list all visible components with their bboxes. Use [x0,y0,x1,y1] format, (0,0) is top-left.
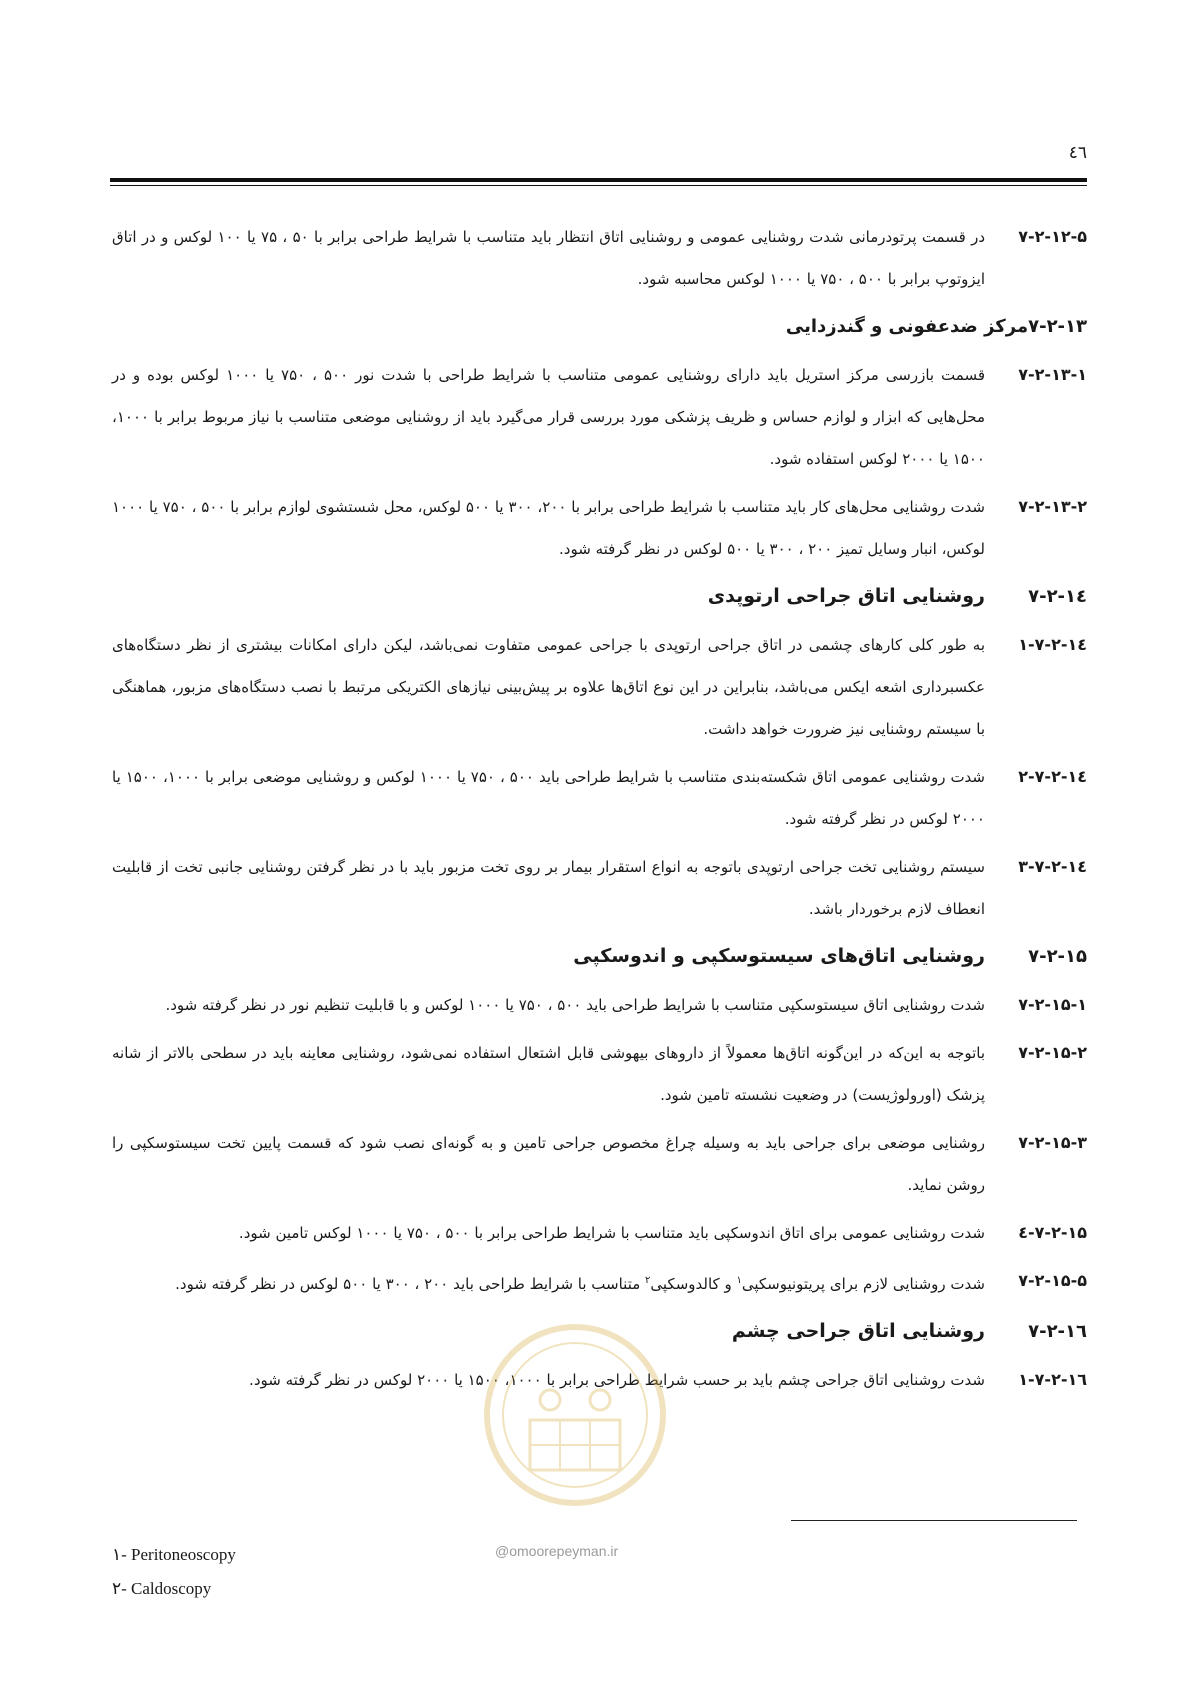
clause-number: ۷-۲-۱۳-۲ [1018,497,1087,516]
section-number: ۷-۲-۱٤ [1028,585,1087,607]
clause-text: در قسمت پرتودرمانی شدت روشنایی عمومی و روشنایی اتاق انتظار باید متناسب با شرایط طراحی برابر با ۵۰ ، ۷۵ یا ۱۰۰ لوکس و در اتاق ایزوتوپ برابر با ۵۰۰ ، ۷۵۰ یا ۱۰۰۰ لوکس محاسبه شود. [112,228,985,288]
clause-number: ۷-۲-۱۳-۱ [1018,365,1087,384]
paragraph [112,354,1087,480]
section-number: ۷-۲-۱٦ [1028,1320,1087,1342]
clause-text: شدت روشنایی عمومی اتاق شکسته‌بندی متناسب با شرایط طراحی باید ۵۰۰ ، ۷۵۰ یا ۱۰۰۰ لوکس و روشنایی موضعی برابر با ۱۰۰۰، ۱۵۰۰ یا ۲۰۰۰ لوکس در نظر گرفته شود. [112,768,986,828]
clause-number: ۷-۲-۱٦-۱ [1018,1370,1087,1389]
section-title: روشنایی اتاق جراحی ارتوپدی [707,585,985,607]
watermark-site: @omoorepeyman.ir [495,1543,619,1559]
clause-number: ۷-۲-۱٤-۱ [1018,635,1087,654]
clause-text: شدت روشنایی اتاق سیستوسکپی متناسب با شرایط طراحی باید ۵۰۰ ، ۷۵۰ یا ۱۰۰۰ لوکس و با قابلیت تنظیم نور در نظر گرفته شود. [165,996,985,1014]
section-heading [112,576,1087,616]
clause-text: شدت روشنایی عمومی برای اتاق اندوسکپی باید متناسب با شرایط طراحی برابر با ۵۰۰ ، ۷۵۰ یا ۱۰۰۰ لوکس تامین شود. [238,1224,985,1242]
section-title: روشنایی اتاق‌های سیستوسکپی و اندوسکپی [573,945,985,967]
page-number: ٤٦ [1068,143,1087,163]
clause-text: شدت روشنایی لازم برای پریتونیوسکپی$^۱$ و کالدوسکپی$^۲$ متناسب با شرایط طراحی باید ۲۰۰ ، ۳۰۰ یا ۵۰۰ لوکس در نظر گرفته شود. [175,1275,985,1293]
paragraph [112,216,1087,300]
footnote-ref: ۱ [736,1275,742,1286]
clause-number: ۷-۲-۱۵-۵ [1018,1271,1087,1290]
footnote-2: ۲- Caldoscopy [112,1579,212,1598]
clause-text: به طور کلی کارهای چشمی در اتاق جراحی ارتوپدی با جراحی عمومی متفاوت نمی‌باشد، لیکن دارای امکانات بیشتری از نظر دستگاه‌های عکسبرداری اشعه ایکس می‌باشد، بنابراین در این نوع اتاق‌ها علاوه بر پیش‌بینی نیازهای الکتریکی مرتبط با نصب دستگاه‌های مزبور، هماهنگی با سیستم روشنایی نیز ضرورت خواهد داشت. [112,636,985,738]
clause-text: روشنایی موضعی برای جراحی باید به وسیله چراغ مخصوص جراحی تامین و به گونه‌ای نصب شود که قسمت پایین تخت سیستوسکپی را روشن نماید. [112,1134,985,1194]
footnotes [112,1545,236,1613]
section-heading-text: ۷-۲-۱۳مرکز ضدعفونی و گندزدایی [785,315,1087,337]
clause-text: باتوجه به این‌که در این‌گونه اتاق‌ها معمولاً از داروهای بیهوشی قابل اشتعال استفاده نمی‌شود، روشنایی معاینه باید در سطحی بالاتر از شانه پزشک (اورولوژیست) در وضعیت نشسته تامین شود. [112,1044,985,1104]
clause-text: سیستم روشنایی تخت جراحی ارتوپدی باتوجه به انواع استقرار بیمار بر روی تخت مزبور باید با در نظر گرفتن روشنایی جانبی تخت از قابلیت انعطاف لازم برخوردار باشد. [112,858,985,918]
clause-number: ۷-۲-۱۵-٤ [1018,1223,1087,1242]
section-number: ۷-۲-۱۵ [1028,945,1087,967]
paragraph [112,984,1087,1026]
clause-text: قسمت بازرسی مرکز استریل باید دارای روشنایی عمومی متناسب با شرایط طراحی با شدت نور ۵۰۰ ، ۷۵۰ یا ۱۰۰۰ لوکس بوده و در محل‌هایی که ابزار و لوازم حساس و ظریف پزشکی مورد بررسی قرار می‌گیرد باید از روشنایی موضعی متناسب با نیاز مربوط برابر با ۱۰۰۰، ۱۵۰۰ یا ۲۰۰۰ لوکس استفاده شود. [112,366,985,468]
paragraph [112,756,1087,840]
footnote-ref: ۲ [645,1275,651,1286]
paragraph [112,1032,1087,1116]
clause-number: ۷-۲-۱٤-۳ [1018,857,1087,876]
paragraph [112,846,1087,930]
paragraph [112,624,1087,750]
footnote-rule [791,1520,1077,1521]
clause-text: شدت روشنایی محل‌های کار باید متناسب با شرایط طراحی برابر با ۲۰۰، ۳۰۰ یا ۵۰۰ لوکس، محل شستشوی لوازم برابر با ۵۰۰ ، ۷۵۰ یا ۱۰۰۰ لوکس، انبار وسایل تمیز ۲۰۰ ، ۳۰۰ یا ۵۰۰ لوکس در نظر گرفته شود. [112,498,986,558]
header-rule [110,178,1087,186]
paragraph [112,1212,1087,1254]
paragraph [112,486,1087,570]
clause-number: ۷-۲-۱٤-۲ [1018,767,1087,786]
clause-text: شدت روشنایی اتاق جراحی چشم باید بر حسب شرایط طراحی برابر با ۱۰۰۰، ۱۵۰۰ یا ۲۰۰۰ لوکس در نظر گرفته شود. [249,1371,985,1389]
clause-number: ۷-۲-۱۲-۵ [1018,227,1087,246]
footnote-1: ۱- Peritoneoscopy [112,1545,236,1564]
paragraph [112,1260,1087,1305]
clause-number: ۷-۲-۱۵-۳ [1018,1133,1087,1152]
section-heading [112,306,1087,346]
section-title: روشنایی اتاق جراحی چشم [731,1320,985,1342]
clause-number: ۷-۲-۱۵-۱ [1018,995,1087,1014]
document-body [112,216,1087,1407]
watermark-seal-icon [480,1320,670,1510]
clause-number: ۷-۲-۱۵-۲ [1018,1043,1087,1062]
paragraph [112,1122,1087,1206]
section-heading [112,936,1087,976]
